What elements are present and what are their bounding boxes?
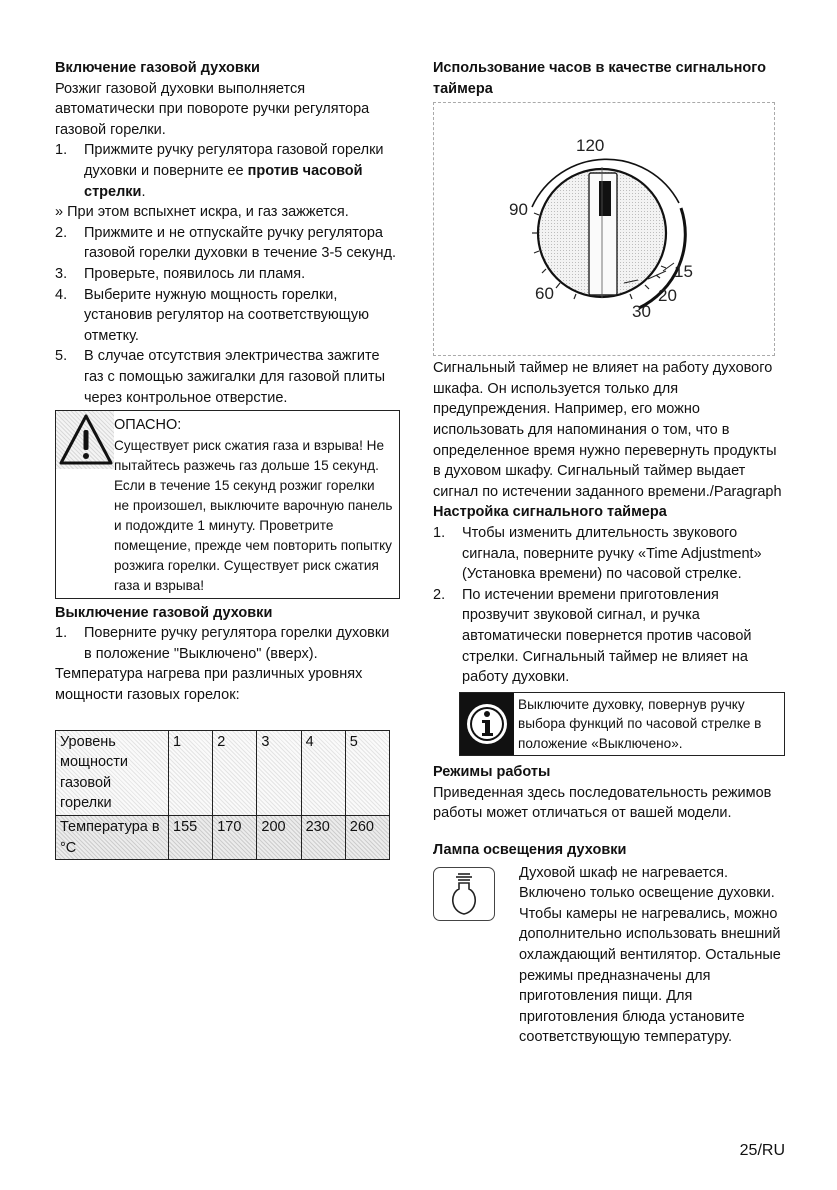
- left-column: [55, 58, 400, 860]
- oven-lamp-title: Лампа освещения духовки: [433, 841, 627, 858]
- table-cell: 260: [345, 816, 389, 860]
- oven-lamp-section: [433, 863, 785, 1048]
- lamp-icon-frame: [433, 867, 495, 921]
- info-note-box: [459, 692, 785, 757]
- info-box: [460, 693, 514, 756]
- gas-oven-on-intro: Розжиг газовой духовки выполняется автоматически при повороте ручки регулятора газовой горелки.: [55, 80, 370, 138]
- table-cell: 3: [257, 730, 301, 815]
- timer-setup-steps: [433, 523, 785, 688]
- table-cell: 1: [169, 730, 213, 815]
- table-cell: 5: [345, 730, 389, 815]
- table-cell: 230: [301, 816, 345, 860]
- table-cell: Уровень мощности газовой горелки: [56, 730, 169, 815]
- gas-oven-on-title: Включение газовой духовки: [55, 60, 260, 76]
- list-item: 1. Поверните ручку регулятора горелки духовки в положение "Выключено" (вверх).: [55, 625, 390, 662]
- list-item: 4. Выберите нужную мощность горелки, установив регулятор на соответствующую отметку.: [55, 286, 369, 344]
- modes-text: Приведенная здесь последовательность режимов работы может отличаться от вашей модели.: [433, 784, 772, 822]
- power-temperature-table: [55, 730, 390, 861]
- danger-warning-box: [55, 410, 400, 599]
- warning-triangle-icon: [58, 413, 114, 467]
- ignition-steps-continued: [55, 223, 400, 408]
- info-text: Выключите духовку, повернув ручку выбора функций по часовой стрелке в положение «Выключено».: [518, 696, 762, 751]
- list-item: 1. Чтобы изменить длительность звукового сигнала, поверните ручку «Time Adjustment» (Установка времени) по часовой стрелке.: [433, 524, 762, 583]
- list-item: 3. Проверьте, появилось ли пламя.: [55, 265, 306, 282]
- list-item: 1. Прижмите ручку регулятора газовой горелки духовки и поверните ее против часовой стрелки.: [55, 142, 384, 200]
- table-row: [56, 730, 390, 815]
- ignition-steps: [55, 140, 400, 202]
- spark-note: » При этом вспыхнет искра, и газ зажжется.: [55, 204, 349, 221]
- timer-description: Сигнальный таймер не влияет на работу духового шкафа. Он используется только для предупреждения. Например, его можно использовать для напоминания о том, что в определенное время нужно перевернуть продукты в духовом шкафу. Сигнальный таймер выдает сигнал по истечении заданного времени./Paragraph: [433, 360, 782, 500]
- oven-lamp-text: Духовой шкаф не нагревается. Включено только освещение духовки. Чтобы камеры не нагревались, можно дополнительно использовать внешний охлаждающий вентилятор. Остальные режимы предназначены для приготовления пищи. Для приготовления блюда установите соответствующую температуру.: [519, 864, 781, 1046]
- dial-label-120: 120: [576, 136, 605, 156]
- timer-figure: [433, 102, 775, 356]
- dial-label-30: 30: [632, 302, 651, 322]
- list-item: 2. Прижмите и не отпускайте ручку регулятора газовой горелки духовки в течение 3-5 секунд.: [55, 224, 396, 262]
- alarm-timer-title: Использование часов в качестве сигнального таймера: [433, 60, 766, 97]
- dial-label-90: 90: [509, 200, 528, 220]
- table-cell: 170: [213, 816, 257, 860]
- table-cell: 155: [169, 816, 213, 860]
- info-icon: [465, 702, 509, 746]
- list-item: 2. По истечении времени приготовления прозвучит звуковой сигнал, и ручка автоматически повернется против часовой стрелки. Сигнальный таймер не влияет на работу духовки.: [433, 586, 752, 686]
- page-number: 25/RU: [739, 1142, 785, 1159]
- modes-title: Режимы работы: [433, 764, 551, 781]
- table-cell: 2: [213, 730, 257, 815]
- table-cell: 4: [301, 730, 345, 815]
- dial-label-60: 60: [535, 284, 554, 304]
- list-item: 5. В случае отсутствия электричества зажгите газ с помощью зажигалки для газовой плиты через контрольное отверстие.: [55, 348, 386, 406]
- lightbulb-icon: [434, 868, 494, 920]
- right-column: [433, 58, 785, 1048]
- table-cell: Температура в °C: [56, 816, 169, 860]
- warning-body: Существует риск сжатия газа и взрыва! Не пытайтесь разжечь газ дольше 15 секунд. Если в течение 15 секунд розжиг горелки не произошел, выключите варочную панель и подождите 1 минуту. Проветрите помещение, прежде чем повторить попытку розжига горелки. Существует риск сжатия газа и взрыва!: [114, 437, 393, 593]
- table-row: [56, 816, 390, 860]
- timer-dial-figure: [434, 103, 774, 355]
- timer-setup-title: Настройка сигнального таймера: [433, 504, 667, 521]
- table-cell: 200: [257, 816, 301, 860]
- off-steps: [55, 623, 400, 664]
- temperature-intro: Температура нагрева при различных уровнях мощности газовых горелок:: [55, 666, 363, 704]
- dial-label-20: 20: [658, 286, 677, 306]
- bold-phrase: против часовой стрелки: [84, 162, 363, 200]
- gas-oven-off-title: Выключение газовой духовки: [55, 604, 273, 621]
- warning-title: ОПАСНО:: [114, 417, 182, 434]
- dial-label-15: 15: [674, 262, 693, 282]
